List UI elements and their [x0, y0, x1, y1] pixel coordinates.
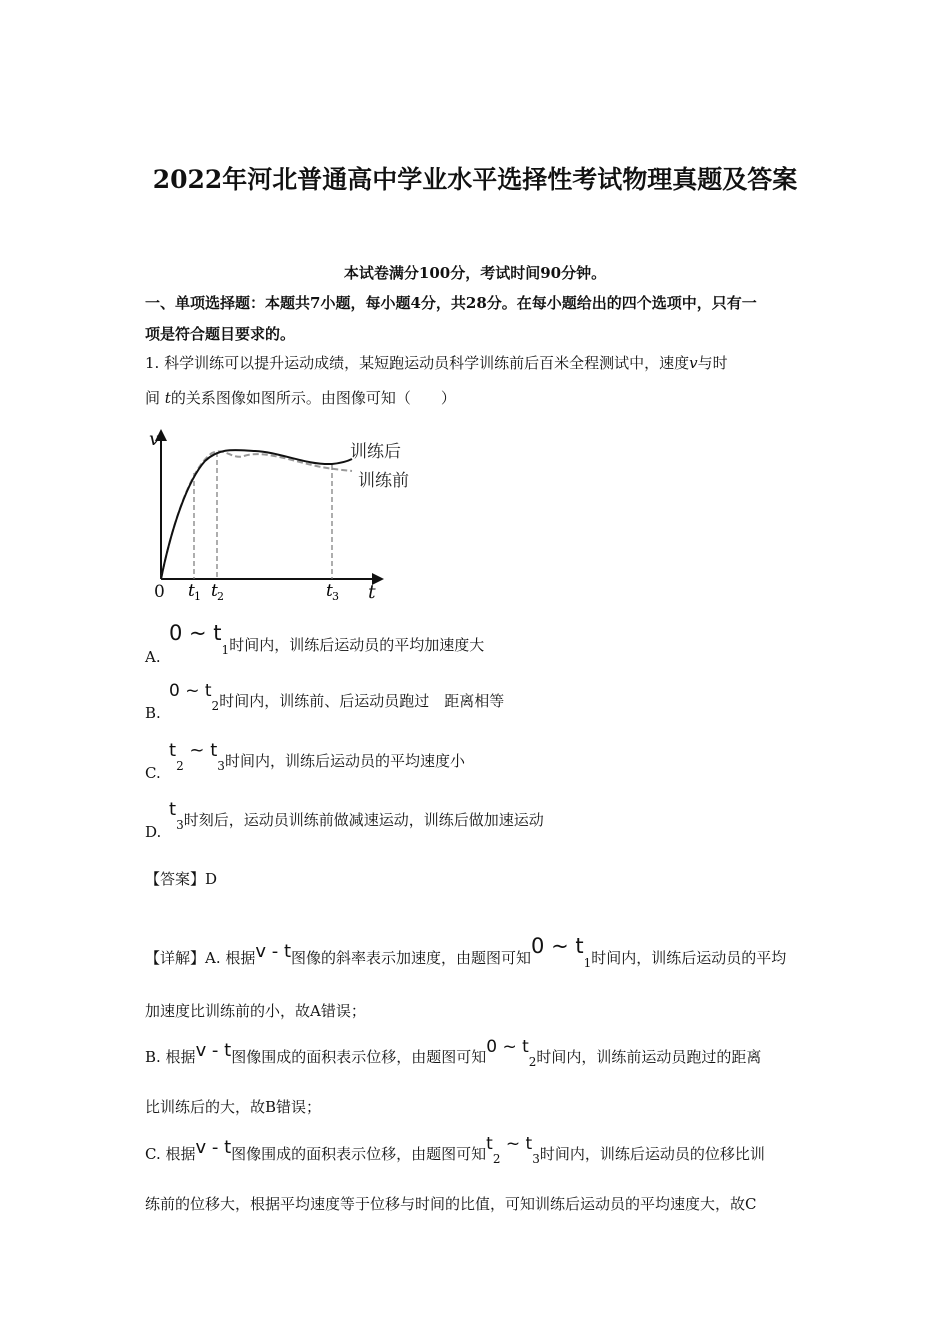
- option-d-letter: D.: [145, 823, 162, 841]
- explanation-p2-line2: 比训练后的大，故B错误；: [145, 1098, 322, 1116]
- tick-label-t1: [188, 581, 201, 603]
- option-b-letter: B.: [145, 704, 161, 722]
- explanation-p2-sub: 2: [528, 1055, 537, 1069]
- option-c-sub-b: 3: [217, 759, 225, 773]
- option-a[interactable]: [145, 621, 485, 666]
- explanation-p2-b: 图像围成的面积表示位移，由题图可知: [231, 1048, 487, 1066]
- explanation-p2-line1: [145, 1037, 762, 1069]
- option-a-letter: A.: [145, 648, 161, 666]
- svg-text:t: t: [188, 581, 195, 601]
- explanation-p1-line1: [145, 934, 787, 970]
- option-c-letter: C.: [145, 764, 161, 782]
- option-d-sub: 3: [176, 818, 184, 832]
- explanation-p1-c: 时间内，训练后运动员的平均: [591, 949, 787, 967]
- svg-text:1: 1: [194, 590, 201, 603]
- svg-text:t: t: [211, 581, 218, 601]
- question1-var-v: v: [689, 354, 698, 372]
- explanation-p3-a: C. 根据: [145, 1145, 196, 1163]
- exam-info: 本试卷满分100分，考试时间90分钟。: [343, 264, 607, 282]
- page-title: 2022年河北普通高中学业水平选择性考试物理真题及答案: [152, 165, 798, 194]
- option-b[interactable]: [145, 681, 505, 722]
- svg-text:t: t: [326, 581, 333, 601]
- section-heading-line2: 项是符合题目要求的。: [145, 325, 296, 343]
- option-d[interactable]: [145, 799, 544, 841]
- explanation-p3-line2: 练前的位移大，根据平均速度等于位移与时间的比值，可知训练后运动员的平均速度大，故C: [145, 1195, 757, 1213]
- question1-text-c: 间: [145, 389, 161, 407]
- y-axis-label: v: [149, 428, 160, 450]
- explanation-p3-line1: [145, 1134, 765, 1166]
- question1-text-b: 与时: [697, 354, 728, 372]
- question1-line1: [145, 352, 728, 373]
- svg-text:3: 3: [332, 590, 339, 603]
- explanation-p3-b: 图像围成的面积表示位移，由题图可知: [231, 1145, 487, 1163]
- series-before-line: [161, 451, 352, 579]
- explanation-p1-math: 0 ~ t: [531, 934, 584, 958]
- section-heading-line1: 一、单项选择题：本题共7小题，每小题4分，共28分。在每小题给出的四个选项中，只有一: [145, 294, 757, 312]
- x-axis-label: t: [368, 581, 376, 603]
- option-b-math: 0 ~ t: [169, 681, 212, 701]
- tick-label-t3: [326, 581, 339, 603]
- vt-chart: [140, 425, 430, 605]
- explanation-vt-1: v - t: [255, 941, 292, 962]
- option-a-sub: 1: [221, 643, 230, 657]
- question1-text-a: 1. 科学训练可以提升运动成绩，某短跑运动员科学训练前后百米全程测试中，速度: [145, 354, 690, 372]
- question1-text-d: 的关系图像如图所示。由图像可知（ ）: [170, 389, 456, 407]
- option-a-math: 0 ~ t: [169, 621, 222, 645]
- question1-line2: [145, 387, 456, 408]
- option-c-math-a: t: [169, 740, 177, 761]
- option-c-math-b: ~ t: [183, 740, 218, 761]
- explanation-p1-b: 图像的斜率表示加速度，由题图可知: [291, 949, 532, 967]
- explanation-p1-a: 【详解】A. 根据: [145, 949, 256, 967]
- series-after-line: [161, 450, 352, 579]
- explanation-p2-a: B. 根据: [145, 1048, 196, 1066]
- explanation-p3-sub-a: 2: [492, 1152, 501, 1166]
- svg-text:2: 2: [217, 590, 224, 603]
- tick-label-t2: [211, 581, 224, 603]
- option-c-sub-a: 2: [176, 759, 184, 773]
- option-d-text: 时刻后，运动员训练前做减速运动，训练后做加速运动: [183, 811, 544, 829]
- explanation-p3-sub-b: 3: [532, 1152, 540, 1166]
- explanation-p3-math-b: ~ t: [500, 1134, 533, 1154]
- option-c[interactable]: [145, 740, 465, 782]
- origin-label: 0: [154, 582, 165, 602]
- explanation-p3-math-a: t: [486, 1134, 493, 1154]
- option-b-sub: 2: [211, 699, 220, 713]
- explanation-p2-c: 时间内，训练前运动员跑过的距离: [536, 1048, 762, 1066]
- explanation-p3-c: 时间内，训练后运动员的位移比训: [539, 1145, 765, 1163]
- question1-var-t: t: [164, 389, 171, 407]
- explanation-p1-sub: 1: [583, 956, 592, 970]
- explanation-p1-line2: 加速度比训练前的小，故A错误；: [145, 1002, 366, 1020]
- legend-before: 训练前: [358, 471, 409, 491]
- explanation-vt-2: v - t: [195, 1040, 232, 1061]
- option-b-text: 时间内，训练前、后运动员跑过 距离相等: [219, 692, 505, 710]
- option-a-text: 时间内，训练后运动员的平均加速度大: [229, 636, 485, 654]
- explanation-p2-math: 0 ~ t: [486, 1037, 529, 1057]
- option-d-math: t: [169, 799, 177, 820]
- explanation-vt-3: v - t: [195, 1137, 232, 1158]
- answer: 【答案】D: [145, 870, 218, 888]
- legend-after: 训练后: [350, 442, 401, 462]
- option-c-text: 时间内，训练后运动员的平均速度小: [224, 752, 465, 770]
